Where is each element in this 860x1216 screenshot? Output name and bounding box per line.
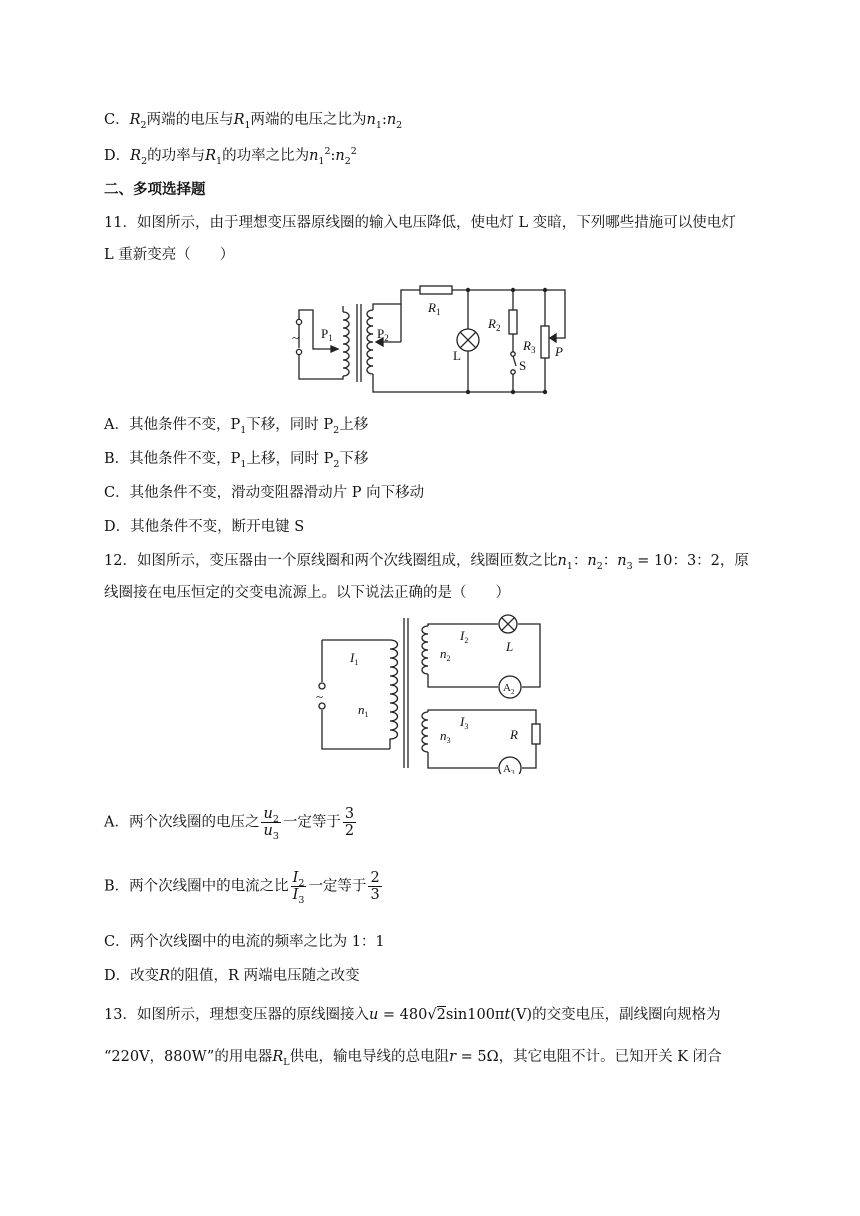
q12-fig-i2: $I_2$ [460, 628, 469, 645]
q12-option-c: C．两个次线圈中的电流的频率之比为 1：1 [104, 934, 385, 950]
q12-fig-a3: $A_3$ [503, 763, 515, 774]
q12-fig-source-label: ~ [316, 689, 324, 704]
q12-fig-n2: $n_2$ [440, 646, 451, 663]
q12-fig-r: R [510, 727, 518, 742]
q12-fig-n3: $n_3$ [440, 728, 451, 745]
q11-fig-p1: $P_1$ [321, 326, 333, 343]
q11-fig-p: P [555, 344, 563, 359]
q11-fig-r1: $R_1$ [428, 300, 441, 317]
q11-stem-line1: 11．如图所示，由于理想变压器原线圈的输入电压降低，使电灯 L 变暗，下列哪些措施可以使电灯 [104, 215, 736, 231]
q11-fig-switch: S [519, 358, 527, 373]
q12-fig-n1: $n_1$ [358, 702, 369, 719]
q10-option-c: C．$R_2$两端的电压与$R_1$两端的电压之比为$n_1:n_2$ [104, 112, 403, 131]
q11-circuit-diagram [285, 282, 575, 402]
q12-option-b: B．两个次线圈中的电流之比 $\frac{I_2}{I_3}$ 一定等于 $\frac{2}{3}$ [104, 870, 380, 906]
q12-stem-line2: 线圈接在电压恒定的交变电流源上。以下说法正确的是（ ） [104, 585, 510, 601]
q11-option-b: B．其他条件不变，$P_1$上移，同时 $P_2$下移 [104, 451, 369, 470]
q12-fig-i3: $I_3$ [460, 714, 469, 731]
q12-option-d: D．改变R的阻值，R 两端电压随之改变 [104, 968, 360, 984]
q11-fig-r3: $R_3$ [523, 338, 536, 355]
q10-option-d: D．$R_2$的功率与$R_1$的功率之比为$n_1^2:n_2^2$ [104, 146, 357, 167]
q11-option-a: A．其他条件不变，$P_1$下移，同时 $P_2$上移 [104, 417, 369, 436]
q12-fig-a2: $A_2$ [503, 682, 515, 696]
q13-stem-line1: 13．如图所示，理想变压器的原线圈接入u = 480√2sin100πt(V)的交变电压，副线圈向规格为 [104, 1007, 721, 1023]
q11-stem-line2: L 重新变亮（ ） [104, 247, 235, 263]
sqrt-icon: √ [427, 1007, 437, 1023]
q12-stem-line1: 12．如图所示，变压器由一个原线圈和两个次线圈组成，线圈匝数之比$n_1$：$n_2$：$n_3 = 10$：3：2，原 [104, 553, 749, 572]
q13-stem-line2: “220V，880W”的用电器$R_L$供电，输电导线的总电阻r = 5Ω，其它电阻不计。已知开关 K 闭合 [104, 1049, 722, 1068]
q11-fig-lamp: L [453, 348, 461, 363]
q12-fig-lamp: L [506, 639, 514, 654]
q12-option-a: A．两个次线圈的电压之 $\frac{u_2}{u_3}$ 一定等于 $\frac{3}{2}$ [104, 806, 355, 842]
q11-option-d: D．其他条件不变，断开电键 S [104, 519, 305, 535]
section-heading: 二、多项选择题 [104, 181, 206, 198]
q11-fig-source-label: ~ [292, 330, 300, 345]
q12-circuit-diagram [310, 614, 550, 774]
q11-fig-r2: $R_2$ [488, 316, 501, 333]
q11-fig-p2: $P_2$ [377, 326, 389, 343]
q12-fig-i1: $I_1$ [350, 650, 359, 667]
q11-option-c: C．其他条件不变，滑动变阻器滑动片 P 向下移动 [104, 485, 425, 501]
